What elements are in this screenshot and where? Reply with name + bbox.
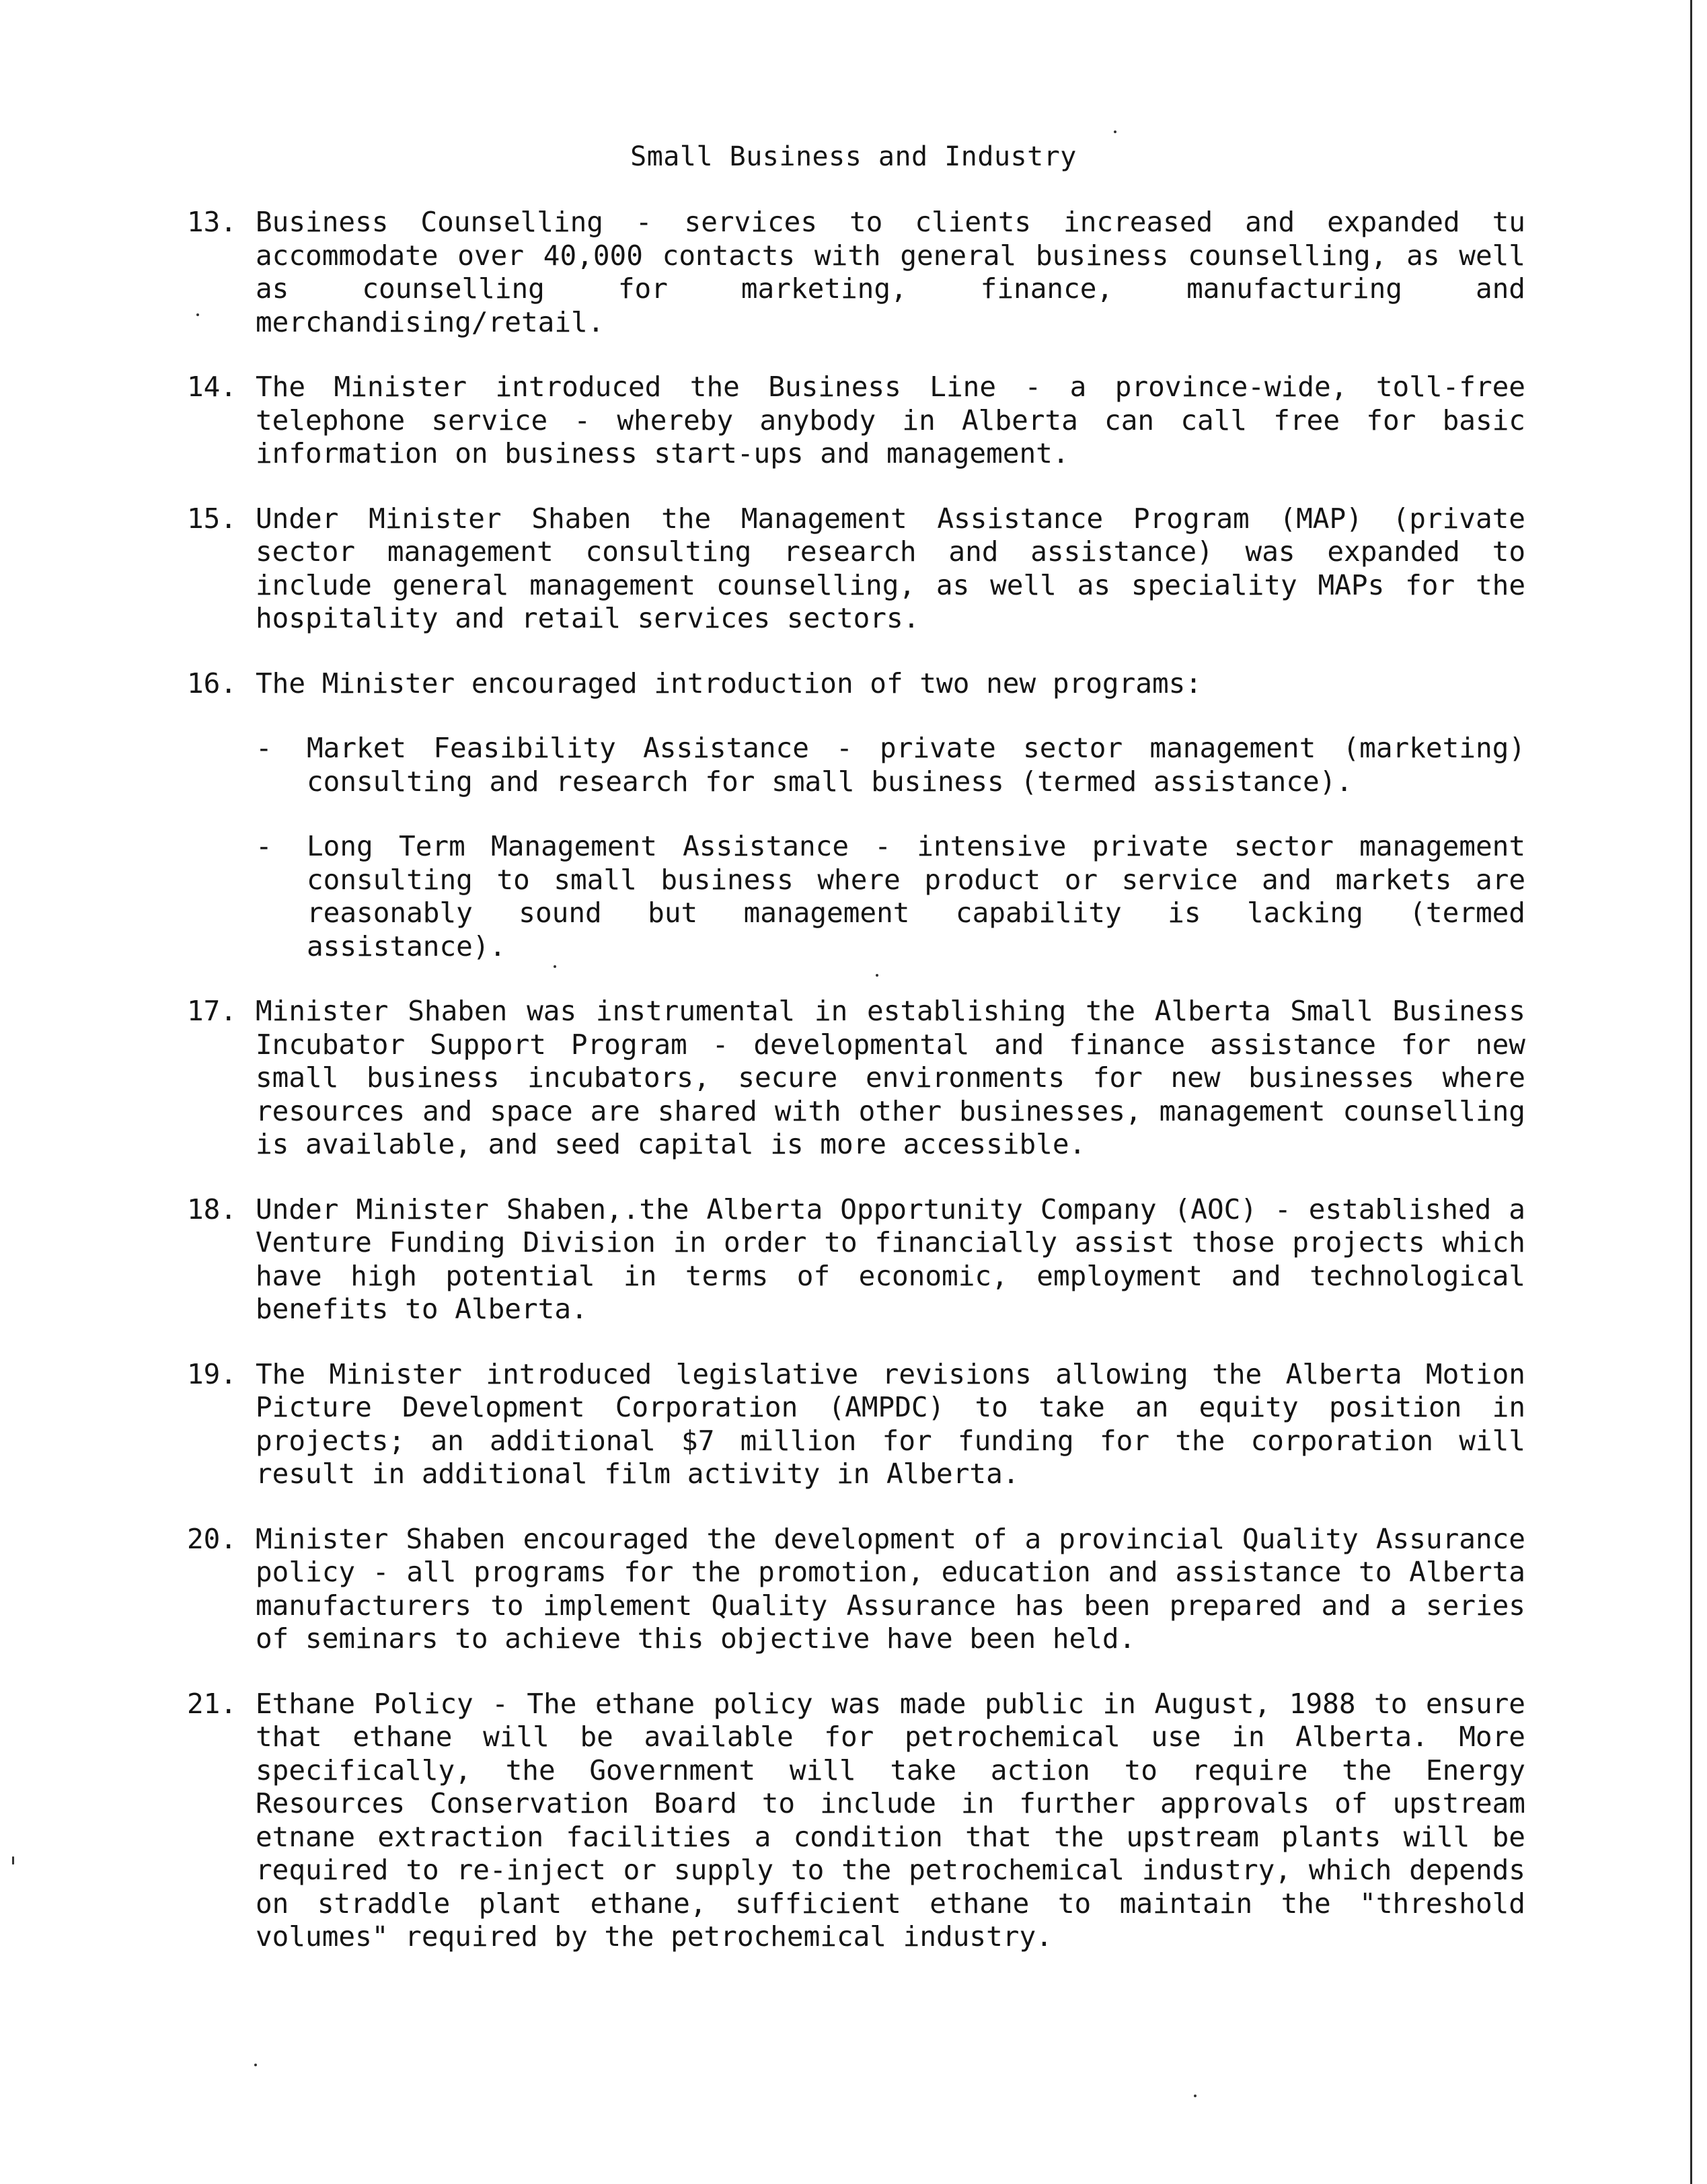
list-item-21 (187, 1688, 1525, 1954)
item-number: 21. (187, 1687, 237, 1720)
item-text: The Minister introduced legislative revisions allowing the Alberta Motion Picture Development Corporation (AMPDC) to take an equity position in projects; an additional $7 million for funding for the corporation will result in additional film activity in Alberta. (256, 1357, 1525, 1490)
item-text: Under Minister Shaben,.the Alberta Opportunity Company (AOC) - established a Venture Funding Division in order to financially assist those projects which have high potential in terms of economic, employment and technological benefits to Alberta. (256, 1193, 1525, 1325)
program-text: Long Term Management Assistance - intensive private sector management consulting to small business where product or service and markets are reasonably sound but management capability is lacking (termed assistance). (307, 830, 1525, 963)
list-item-20 (187, 1523, 1525, 1656)
item-text: Minister Shaben encouraged the development of a provincial Quality Assurance policy - all programs for the promotion, education and assistance to Alberta manufacturers to implement Quality Assurance has been prepared and a series of seminars to achieve this objective have been held. (256, 1522, 1525, 1655)
scan-speck (196, 313, 199, 316)
item-number: 19. (187, 1357, 237, 1390)
scan-speck (1194, 2095, 1197, 2097)
scan-speck (1114, 130, 1116, 133)
program-item-market-feasibility (187, 732, 1525, 798)
item-number: 18. (187, 1193, 237, 1226)
program-item-long-term-management (187, 830, 1525, 963)
scan-edge-line (1690, 0, 1692, 2184)
list-item-19 (187, 1358, 1525, 1491)
scan-speck (254, 2064, 257, 2066)
program-text: Market Feasibility Assistance - private sector management (marketing) consulting and research for small business (termed assistance). (307, 732, 1525, 798)
list-item-17 (187, 995, 1525, 1162)
list-item-16 (187, 667, 1525, 701)
item-text: Business Counselling - services to clients increased and expanded tu accommodate over 40,000 contacts with general business counselling, as well as counselling for marketing, finance, manufacturing and merchandising/retail. (256, 206, 1525, 338)
item-text: Ethane Policy - The ethane policy was made public in August, 1988 to ensure that ethane will be available for petrochemical use in Alberta. More specifically, the Government will take action to require the Energy Resources Conservation Board to include in further approvals of upstream etnane extraction facilities a condition that the upstream plants will be required to re-inject or supply to the petrochemical industry, which depends on straddle plant ethane, sufficient ethane to maintain the "threshold volumes" required by the petrochemical industry. (256, 1687, 1525, 1953)
item-text: The Minister introduced the Business Line - a province-wide, toll-free telephone service - whereby anybody in Alberta can call free for basic information on business start-ups and management. (256, 371, 1525, 469)
item-number: 15. (187, 502, 237, 535)
scan-speck (554, 965, 556, 968)
item-number: 16. (187, 667, 237, 700)
item-text: The Minister encouraged introduction of two new programs: (256, 667, 1202, 700)
item-text: Minister Shaben was instrumental in establishing the Alberta Small Business Incubator Support Program - developmental and finance assistance for new small business incubators, secure environments for new businesses where resources and space are shared with other businesses, management counselling is available, and seed capital is more accessible. (256, 995, 1525, 1160)
scan-speck (12, 1856, 14, 1865)
list-item-13 (187, 206, 1525, 339)
page-title: Small Business and Industry (630, 141, 1077, 172)
list-item-14 (187, 371, 1525, 471)
item-number: 13. (187, 206, 237, 238)
list-item-15 (187, 502, 1525, 636)
item-text: Under Minister Shaben the Management Assistance Program (MAP) (private sector management consulting research and assistance) was expanded to include general management counselling, as well as speciality MAPs for the hospitality and retail services sectors. (256, 502, 1525, 634)
bullet-dash: - (256, 732, 272, 764)
item-number: 14. (187, 371, 237, 403)
item-number: 17. (187, 995, 237, 1027)
numbered-list (187, 206, 1525, 1986)
bullet-dash: - (256, 830, 272, 862)
list-item-18 (187, 1193, 1525, 1326)
item-number: 20. (187, 1522, 237, 1555)
scan-speck (876, 974, 878, 977)
